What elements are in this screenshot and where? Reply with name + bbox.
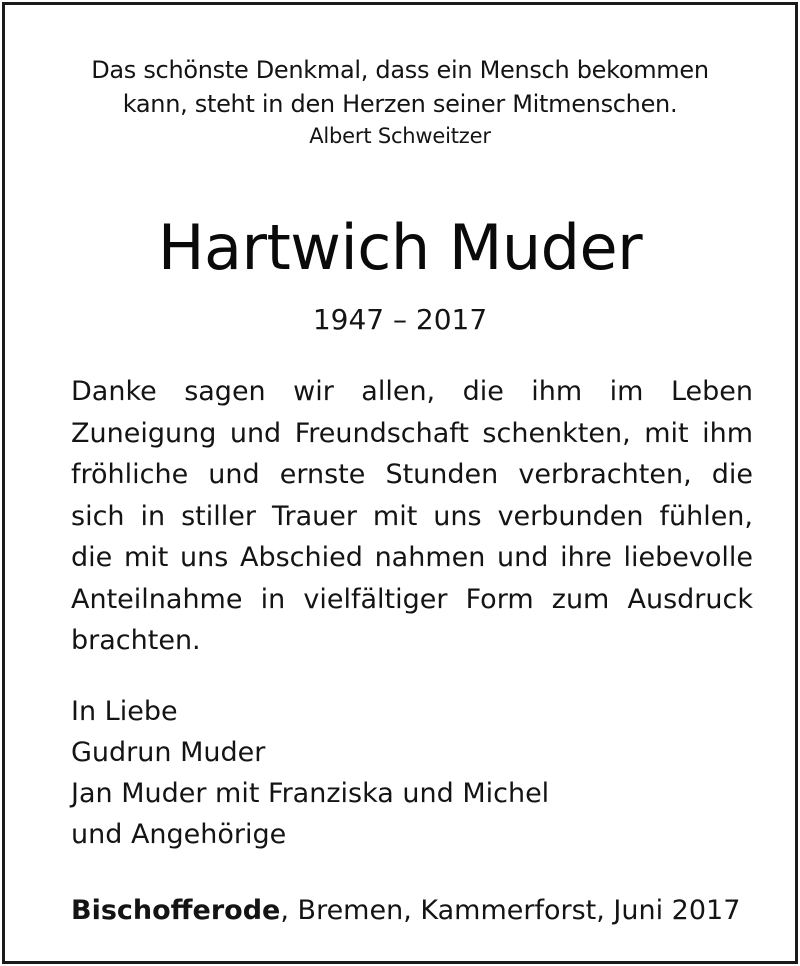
signature-block	[71, 691, 761, 855]
place-secondary: , Bremen, Kammerforst, Juni 2017	[280, 895, 741, 926]
signature-line: In Liebe	[71, 696, 178, 727]
quote-line-2: kann, steht in den Herzen seiner Mitmenschen.	[122, 90, 678, 118]
thanks-line: Anteilnahme in vielfältiger Form zum Ausdruck	[71, 583, 753, 615]
thanks-line: die mit uns Abschied nahmen und ihre liebevolle	[71, 542, 753, 573]
signature-line: Jan Muder mit Franziska und Michel	[71, 778, 550, 809]
place-primary: Bischofferode	[71, 895, 281, 926]
thanks-line: Danke sagen wir allen, die ihm im Leben	[71, 376, 753, 407]
quote-author: Albert Schweitzer	[309, 124, 491, 148]
signature-line: Gudrun Muder	[71, 737, 266, 768]
thanks-line: Zuneigung und Freundschaft schenkten, mit ihm	[71, 417, 753, 449]
quote-line-1: Das schönste Denkmal, dass ein Mensch bekommen	[91, 56, 709, 84]
life-dates: 1947 – 2017	[312, 303, 488, 336]
obituary-notice	[2, 2, 798, 964]
deceased-name: Hartwich Muder	[157, 211, 643, 284]
thanks-line: fröhliche und ernste Stunden verbrachten, die	[71, 459, 753, 490]
thanks-line: brachten.	[71, 625, 201, 656]
signature-line: und Angehörige	[71, 819, 287, 850]
quote-block	[5, 53, 795, 151]
thanks-paragraph	[71, 371, 753, 662]
place-date-line	[71, 891, 771, 931]
thanks-line: sich in stiller Trauer mit uns verbunden fühlen,	[71, 500, 753, 532]
